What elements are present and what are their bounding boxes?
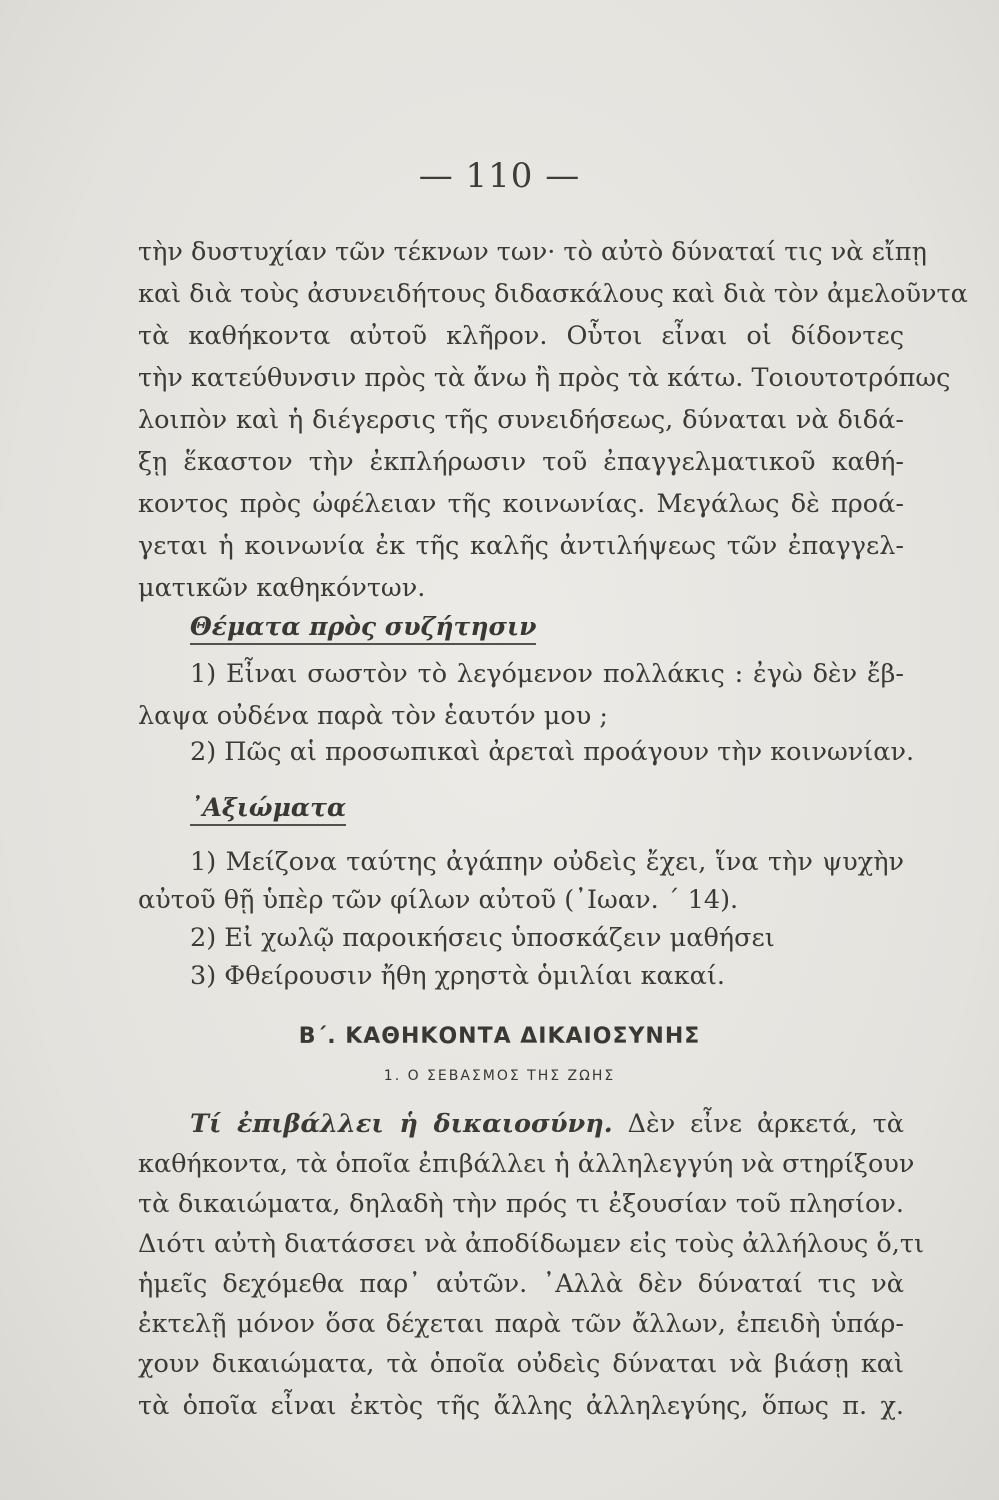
paragraph-lead-phrase: Τί ἐπιβάλλει ἡ δικαιοσύνη. bbox=[190, 1109, 613, 1139]
theme-line: 2) Πῶς αἱ προσωπικαὶ ἀρεταὶ προάγουν τὴν κοινωνίαν. bbox=[190, 737, 915, 767]
axiom-line: 1) Μείζονα ταύτης ἀγάπην οὐδεὶς ἔχει, ἵνα τὴν ψυχὴν bbox=[190, 847, 904, 877]
paragraph-line: τὴν δυστυχίαν τῶν τέκνων των· τὸ αὐτὸ δύναταί τις νὰ εἴπῃ bbox=[138, 237, 927, 267]
paragraph-line: κοντος πρὸς ὠφέλειαν τῆς κοινωνίας. Μεγάλως δὲ προά- bbox=[138, 489, 904, 519]
section-title: Β΄. ΚΑΘΗΚΟΝΤΑ ΔΙΚΑΙΟΣΥΝΗΣ bbox=[298, 1024, 701, 1049]
paragraph-line: Διότι αὐτὴ διατάσσει νὰ ἀποδίδωμεν εἰς τοὺς ἀλλήλους ὅ,τι bbox=[138, 1229, 924, 1259]
subsection-title: 1. Ο ΣΕΒΑΣΜΟΣ ΤΗΣ ΖΩΗΣ bbox=[383, 1068, 616, 1084]
paragraph-line: τὰ ὁποῖα εἶναι ἐκτὸς τῆς ἄλλης ἀλληλεγύης, ὅπως π. χ. bbox=[138, 1391, 904, 1421]
axiom-line: αὐτοῦ θῇ ὑπὲρ τῶν φίλων αὐτοῦ (᾿Ιωαν. ΄ 14). bbox=[138, 885, 739, 915]
paragraph-line: λοιπὸν καὶ ἡ διέγερσις τῆς συνειδήσεως, δύναται νὰ διδά- bbox=[138, 405, 904, 435]
theme-line: λαψα οὐδένα παρὰ τὸν ἑαυτόν μου ; bbox=[138, 701, 608, 731]
paragraph-line: γεται ἡ κοινωνία ἐκ τῆς καλῆς ἀντιλήψεως τῶν ἐπαγγελ- bbox=[138, 531, 904, 561]
paragraph-line: χουν δικαιώματα, τὰ ὁποῖα οὐδεὶς δύναται νὰ βιάσῃ καὶ bbox=[138, 1349, 904, 1379]
theme-line: 1) Εἶναι σωστὸν τὸ λεγόμενον πολλάκις : ἐγὼ δὲν ἔβ- bbox=[190, 659, 904, 689]
paragraph-line: τὰ καθήκοντα αὐτοῦ κλῆρον. Οὗτοι εἶναι οἱ δίδοντες bbox=[138, 321, 904, 351]
paragraph-line: ἐκτελῇ μόνον ὅσα δέχεται παρὰ τῶν ἄλλων, ἐπειδὴ ὑπάρ- bbox=[138, 1309, 904, 1339]
paragraph-line: τὰ δικαιώματα, δηλαδὴ τὴν πρός τι ἐξουσίαν τοῦ πλησίον. bbox=[138, 1189, 904, 1219]
themes-heading: Θέματα πρὸς συζήτησιν bbox=[190, 612, 536, 645]
paragraph-line: ἡμεῖς δεχόμεθα παρ᾿ αὐτῶν. ᾿Αλλὰ δὲν δύναταί τις νὰ bbox=[138, 1269, 904, 1299]
axiom-line: 3) Φθείρουσιν ἤθη χρηστὰ ὁμιλίαι κακαί. bbox=[190, 961, 726, 991]
axiom-line: 2) Εἰ χωλῷ παροικήσεις ὑποσκάζειν μαθήσει bbox=[190, 923, 775, 953]
axioms-heading: ᾿Αξιώματα bbox=[190, 793, 346, 826]
page-number: — 110 — bbox=[418, 156, 581, 196]
paragraph-line: καθήκοντα, τὰ ὁποῖα ἐπιβάλλει ἡ ἀλληλεγγύη νὰ στηρίξουν bbox=[138, 1149, 915, 1179]
paragraph-first-line bbox=[190, 1109, 905, 1139]
paragraph-first-line-rest: Δὲν εἶνε ἀρκετά, τὰ bbox=[627, 1109, 905, 1139]
paragraph-line: ματικῶν καθηκόντων. bbox=[138, 573, 426, 603]
paragraph-line: ξῃ ἕκαστον τὴν ἐκπλήρωσιν τοῦ ἐπαγγελματικοῦ καθή- bbox=[138, 447, 904, 477]
paragraph-line: καὶ διὰ τοὺς ἀσυνειδήτους διδασκάλους καὶ διὰ τὸν ἀμελοῦντα bbox=[138, 279, 968, 309]
paragraph-line: τὴν κατεύθυνσιν πρὸς τὰ ἄνω ἢ πρὸς τὰ κάτω. Τοιουτοτρόπως bbox=[138, 363, 951, 393]
